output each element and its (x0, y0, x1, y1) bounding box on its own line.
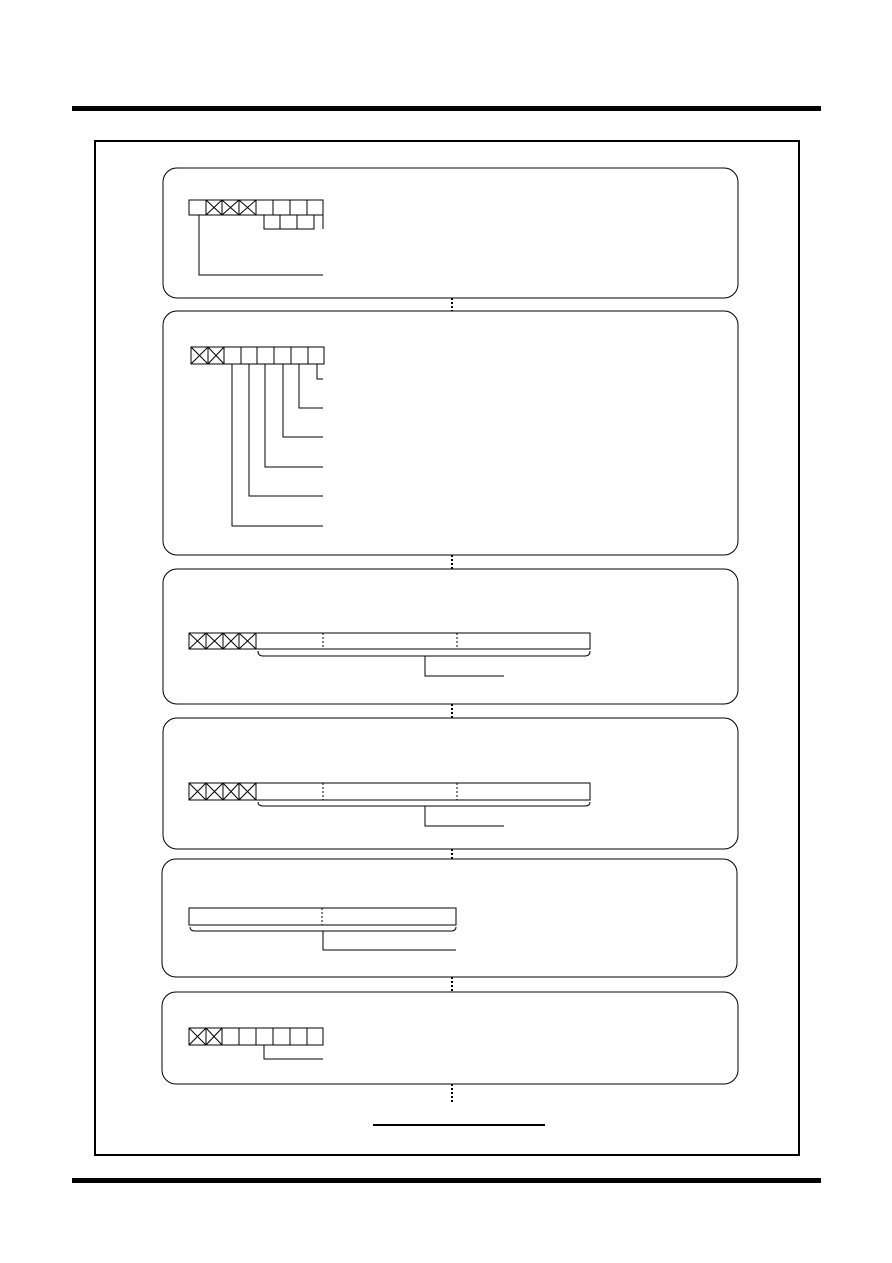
panel-3 (163, 569, 738, 704)
panel-2 (163, 311, 738, 555)
panel-5 (162, 859, 737, 977)
panel-4-reserved-cells (189, 783, 256, 800)
panel-6-leader-line (264, 1045, 323, 1059)
panel-6 (162, 992, 738, 1084)
figure-caption (373, 1106, 545, 1124)
panel-1-subfield-cells (264, 215, 323, 229)
panel-6-border (162, 992, 738, 1084)
panel-4 (163, 718, 738, 849)
panel-3-reserved-cells (189, 633, 256, 649)
panel-3-brace (258, 651, 590, 656)
panel-3-field-dividers (323, 633, 457, 649)
panel-5-leader-line (323, 931, 456, 950)
panel-1 (163, 168, 738, 298)
panel-1-leader-line (199, 215, 323, 275)
panel-3-border (163, 569, 738, 704)
panel-4-field-dividers (323, 783, 457, 800)
panel-3-data-field (256, 633, 590, 649)
panel-5-brace (190, 927, 456, 931)
panel-1-reserved-marks (206, 200, 256, 215)
panel-4-brace (258, 802, 590, 806)
panel-1-border (163, 168, 738, 298)
panel-4-data-field (256, 783, 590, 800)
panel-5-border (162, 859, 737, 977)
page-title (72, 80, 821, 100)
panel-4-leader-line (425, 806, 504, 826)
panel-3-leader-line (425, 656, 504, 676)
panel-6-register-cells (189, 1028, 323, 1045)
panel-2-leader-lines (232, 364, 323, 526)
